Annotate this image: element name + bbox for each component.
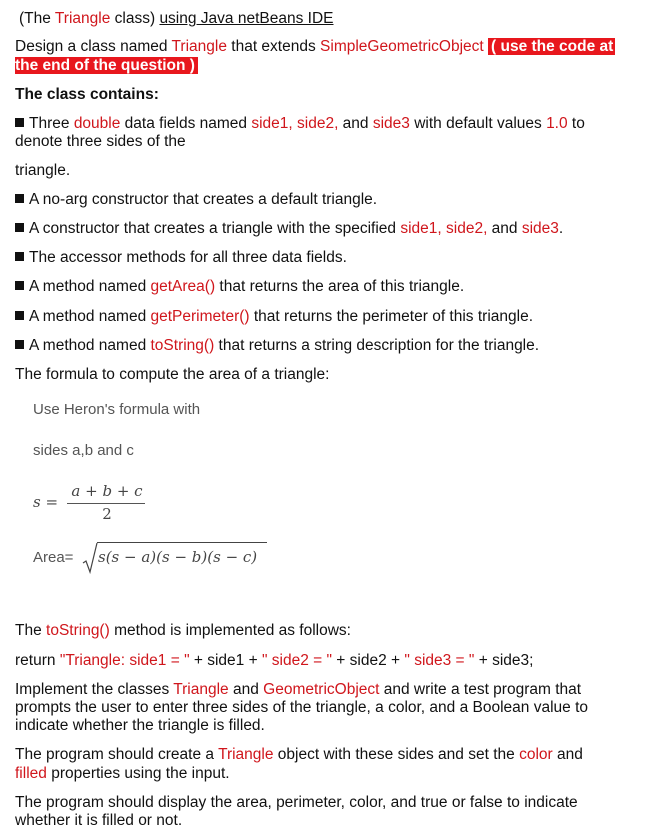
heron-s-var [33,493,58,512]
create-filled: filled [15,765,47,782]
design-parent: SimpleGeometricObject [320,38,484,55]
title-class-name: Triangle [54,10,111,27]
fields-names: side1, side2, [251,115,339,132]
create-line-1 [15,745,583,764]
bullet-square-icon [15,118,24,127]
heron-numerator: a + b + c [71,482,143,500]
design-mid: that extends [226,38,321,55]
design-line-2 [15,56,198,75]
return-str-1: "Triangle: side1 = " [59,652,190,669]
create-color: color [519,746,553,763]
perimeter-bullet [15,307,533,326]
formula-intro: The formula to compute the area of a triangle: [15,366,330,383]
perimeter-method: getPerimeter() [150,308,250,325]
bullet-square-icon [15,340,24,349]
return-g: + side3; [474,652,534,669]
return-str-3: " side3 = " [404,652,475,669]
design-line [15,37,615,56]
perimeter-text-c: that returns the perimeter of this triangle. [249,308,534,325]
implement-geometric: GeometricObject [263,681,380,698]
accessor-bullet [15,248,347,267]
ctor-side3: side3 [521,220,559,237]
design-note-1: ( use the code at [488,38,615,55]
design-triangle: Triangle [171,38,227,55]
area-text-c: that returns the area of this triangle. [215,278,465,295]
return-c: + side1 + [189,652,262,669]
fields-bullet [15,114,585,133]
fields-side3: side3 [372,115,410,132]
sqrt-overline [97,542,267,543]
contains-heading: The class contains: [15,86,159,103]
heron-line-2: sides a,b and c [33,442,134,459]
design-note-2: the end of the question ) [15,57,198,74]
fields-text-i: to [567,115,585,132]
create-c: object with these sides and set the [273,746,520,763]
heron-line-1: Use Heron's formula with [33,401,201,418]
fields-line-2: denote three sides of the [15,133,186,150]
return-a: return [15,652,60,669]
implement-a: Implement the classes [15,681,174,698]
accessor-text: The accessor methods for all three data fields. [29,249,347,266]
ctor-text-c: and [487,220,522,237]
create-triangle: Triangle [218,746,274,763]
ctor-text-a: A constructor that creates a triangle with the specified [29,220,401,237]
implement-line-3: indicate whether the triangle is filled. [15,717,265,734]
display-line-2: whether it is filled or not. [15,812,183,829]
bullet-square-icon [15,194,24,203]
create-g: properties using the input. [46,765,230,782]
title-pre: (The [19,10,55,27]
ctor-text-e: . [558,220,564,237]
tostring-impl-method: toString() [46,622,110,639]
fields-type: double [73,115,121,132]
tostring-impl-a: The [15,622,47,639]
ctor-sides: side1, side2, [400,220,488,237]
heron-s-label: s = [33,493,59,511]
return-e: + side2 + [332,652,405,669]
title-ide: using Java netBeans IDE [159,10,334,27]
perimeter-text-a: A method named [29,308,151,325]
implement-line-1 [15,680,581,699]
area-text-a: A method named [29,278,151,295]
fields-text-e: and [338,115,373,132]
return-line [15,651,533,670]
area-bullet [15,277,464,296]
tostring-impl [15,621,351,640]
create-a: The program should create a [15,746,219,763]
display-line-1: The program should display the area, perimeter, color, and true or false to indicate [15,794,578,811]
noarg-text: A no-arg constructor that creates a default triangle. [29,191,378,208]
fields-text-c: data fields named [120,115,252,132]
implement-triangle: Triangle [173,681,229,698]
ctor-bullet [15,219,563,238]
noarg-bullet [15,190,377,209]
tostring-text-c: that returns a string description for the triangle. [214,337,540,354]
title-line [19,9,334,28]
fields-text-g: with default values [409,115,547,132]
heron-denominator: 2 [102,505,112,523]
tostring-text-a: A method named [29,337,151,354]
title-mid: class) [110,10,160,27]
bullet-square-icon [15,223,24,232]
implement-c: and [228,681,264,698]
fields-default: 1.0 [546,115,568,132]
implement-e: and write a test program that [379,681,582,698]
implement-line-2: prompts the user to enter three sides of the triangle, a color, and a Boolean value to [15,699,588,716]
fields-line-3: triangle. [15,162,71,179]
fraction-bar [67,503,145,504]
sqrt-sign-icon [82,541,98,575]
bullet-square-icon [15,281,24,290]
tostring-impl-c: method is implemented as follows: [109,622,351,639]
fields-text-a: Three [29,115,74,132]
bullet-square-icon [15,252,24,261]
design-pre: Design a class named [15,38,172,55]
return-str-2: " side2 = " [261,652,332,669]
heron-radicand: s(s − a)(s − b)(s − c) [98,548,258,566]
area-method: getArea() [150,278,216,295]
tostring-bullet [15,336,539,355]
create-line-2 [15,764,230,783]
bullet-square-icon [15,311,24,320]
tostring-method: toString() [150,337,215,354]
create-e: and [552,746,583,763]
heron-area-label: Area= [33,549,74,566]
